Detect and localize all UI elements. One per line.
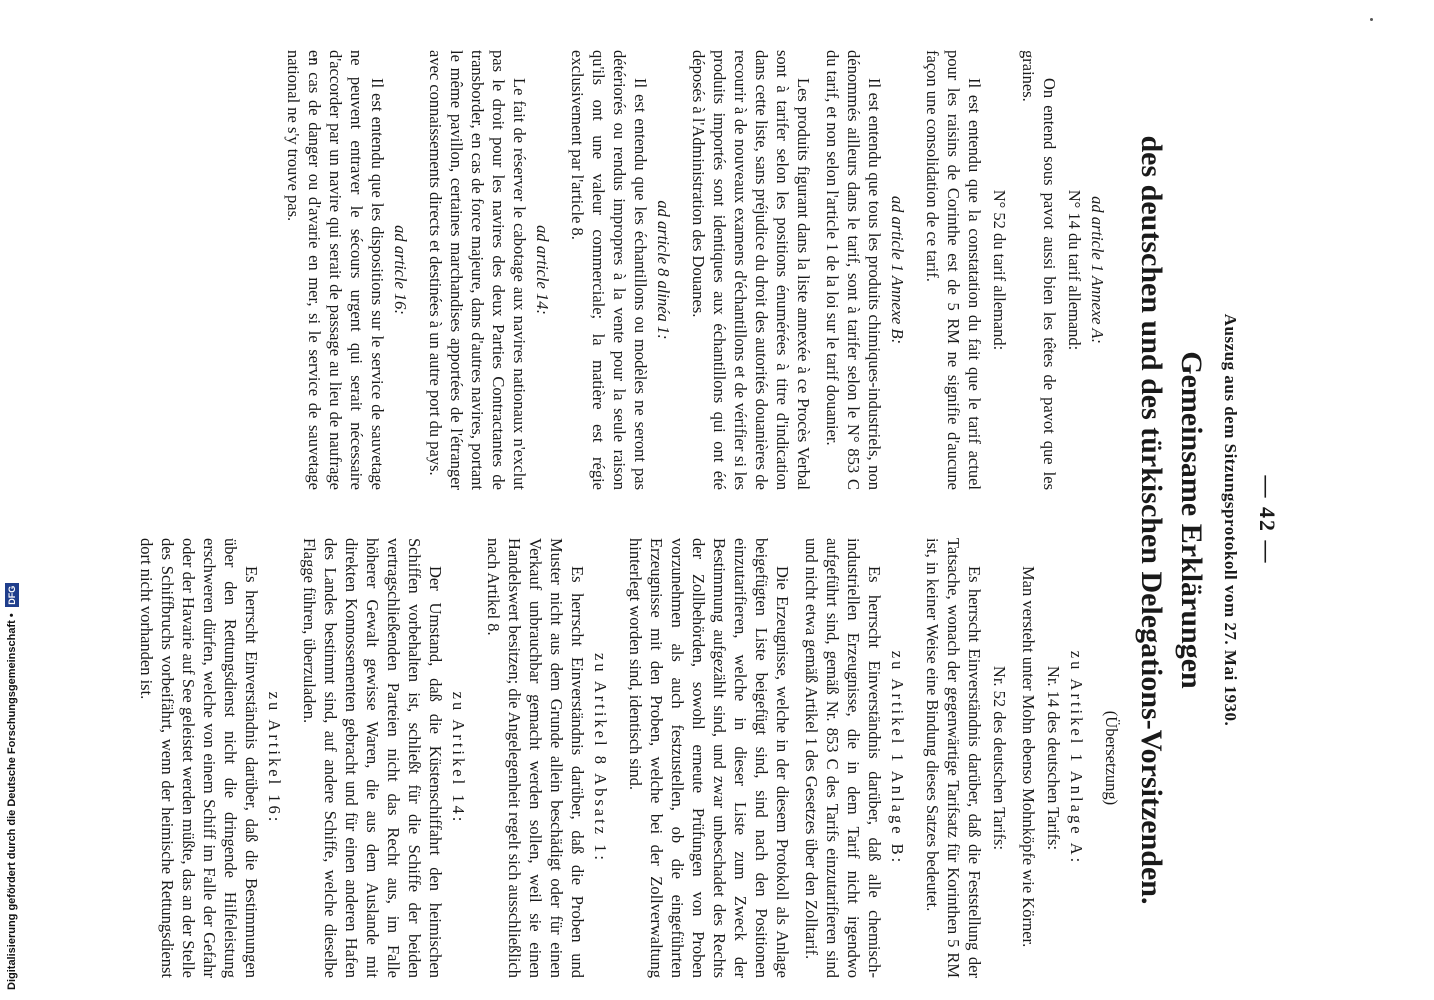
section-paragraph: On entend sous pavot aussi bien les têtes de pavot que les graines.: [1019, 50, 1059, 490]
section-paragraph: Il est entendu que les échantillons ou modèles ne seront pas détériorés ou rendus impropres à la vente pour la seule raison qu'ils ont une valeur commerciale; la matière est régie exclusivement par l'article 8.: [568, 50, 650, 490]
section-heading: ad article 8 alinéa 1:: [654, 200, 673, 340]
section-heading: zu Artikel 14:: [449, 691, 468, 825]
section-heading: zu Artikel 1 Anlage A:: [1067, 650, 1086, 866]
section-subheading: N° 52 du tarif allemand:: [990, 189, 1009, 351]
section-subheading: Nr. 52 des deutschen Tarifs:: [990, 665, 1009, 851]
section-subheading: N° 14 du tarif allemand:: [1065, 189, 1084, 351]
section-paragraph: Es herrscht Einverständnis darüber, daß die Feststellung der Tatsache, wonach der gegenwärtige Tarifsatz für Korinthen 5 RM ist, in keiner Weise eine Bindung dieses Satzes bedeutet.: [923, 538, 984, 978]
section-paragraph: Il est entendu que la constatation du fait que le tarif actuel pour les raisins de Corinthe est de 5 RM ne signifie d'aucune façon une consolidation de ce tarif.: [923, 50, 984, 490]
german-column: [128, 538, 1122, 978]
section-heading: ad article 1 Annexe B:: [888, 195, 907, 345]
section-heading: zu Artikel 8 Absatz 1:: [591, 653, 610, 863]
dfg-logo: DFG: [5, 583, 19, 607]
section-paragraph: Es herrscht Einverständnis darüber, daß die Bestimmungen über den Rettungsdienst nicht die dringende Hilfeleistung erschweren dürfen, welche von einem Schiff im Falle der Gefahr oder der Havarie auf See geleistet werden müßte, das an der Stelle des Schiffbruchs vorbeifährt, wenn der heimische Rettungsdienst dort nicht vorhanden ist.: [137, 538, 261, 978]
section-paragraph: Man versteht unter Mohn ebenso Mohnköpfe wie Körner.: [1019, 566, 1038, 948]
section-heading: zu Artikel 16:: [265, 691, 284, 825]
section-paragraph: Il est entendu que les dispositions sur le service de sauvetage ne peuvent entraver le sécours urgent qui serait nécessaire d'accorder par un navire qui serait de passage au lieu de naufrage en cas de danger ou d'avarie en mer, si le service de sauvetage national ne s'y trouve pas.: [284, 50, 387, 490]
footer-text: Digitalisierung gefördert durch die Deutsche Forschungsgemeinschaft •: [6, 613, 18, 990]
translation-note: (Übersetzung): [1102, 710, 1121, 806]
section-heading: zu Artikel 1 Anlage B:: [888, 650, 907, 866]
section-heading: ad article 16:: [391, 225, 410, 315]
section-paragraph: Die Erzeugnisse, welche in der diesem Protokoll als Anlage beigefügten Liste beigefügt sind, sind nach den Positionen einzutarifieren, welche in dieser Liste zum Zweck der Bestimmung aufgezählt sind, und zwar unbeschadet des Rechts der Zollbehörden, sowohl erneute Prüfungen von Proben vorzunehmen als auch festzustellen, ob die eingeführten Erzeugnisse mit den Proben, welche bei der Zollverwaltung hinterlegt worden sind, identisch sind.: [626, 538, 792, 978]
document-heading: Gemeinsame Erklärungen: [1175, 351, 1208, 689]
section-heading: ad article 1 Annexe A:: [1088, 196, 1107, 344]
document-page: [20, 50, 1280, 990]
protocol-title: Auszug aus dem Sitzungsprotokoll vom 27. Mai 1930.: [1221, 313, 1240, 727]
document-subheading: des deutschen und des türkischen Delegations-Vorsitzenden.: [1135, 135, 1168, 905]
section-paragraph: Il est entendu que tous les produits chimiques-industriels, non dénommés ailleurs dans le tarif, sont à tarifer selon le N° 853 C du tarif, et non selon l'article 1 de la loi sur le tarif douanier.: [823, 50, 884, 490]
footer-credit: [2, 0, 22, 990]
section-paragraph: Es herrscht Einverständnis darüber, daß die Proben und Muster nicht aus dem Grunde allein beschädigt oder für einen Verkauf unbrauchbar gemacht werden sollen, weil sie einen Handelswert besitzen; die Angelegenheit regelt sich ausschließlich nach Artikel 8.: [484, 538, 587, 978]
section-paragraph: Der Umstand, daß die Küstenschiffahrt den heimischen Schiffen vorbehalten ist, schließt für die Schiffe der beiden vertragschließenden Parteien nicht das Recht aus, im Falle höherer Gewalt gewisse Waren, die aus dem Auslande mit direkten Konnossementen gebracht und für einen anderen Hafen des Landes bestimmt sind, auf andere Schiffe, welche dieselbe Flagge führen, überzuladen.: [300, 538, 445, 978]
french-column: [275, 50, 1122, 490]
section-subheading: Nr. 14 des deutschen Tarifs:: [1044, 665, 1063, 851]
page-number: — 42 —: [1255, 475, 1280, 565]
section-paragraph: Le fait de réserver le cabotage aux navires nationaux n'exclut pas le droit pour les navires des deux Parties Contractantes de transborder, en cas de force majeure, dans d'autres navires, portant le même pavillon, certaines marchandises apportées de l'étranger avec connaissements directs et destinées à un autre port du pays.: [426, 50, 529, 490]
section-heading: ad article 14:: [533, 225, 552, 315]
section-paragraph: Es herrscht Einverständnis darüber, daß alle chemisch-industriellen Erzeugnisse, die in dem Tarif nicht irgendwo aufgeführt sind, gemäß Nr. 853 C des Tarifs einzutarifieren sind und nicht etwa gemäß Artikel 1 des Gesetzes über den Zolltarif.: [802, 538, 884, 978]
section-paragraph: Les produits figurant dans la liste annexée à ce Procès Verbal sont à tarifer selon les positions énumérées à titre d'indication dans cette liste, sans préjudice du droit des autorités douanières de recourir à de nouveaux examens d'échantillons et de vérifier si les produits importés sont identiques aux échantillons qui ont été déposés à l'Administration des Douanes.: [689, 50, 813, 490]
scan-speck: [1370, 18, 1373, 21]
